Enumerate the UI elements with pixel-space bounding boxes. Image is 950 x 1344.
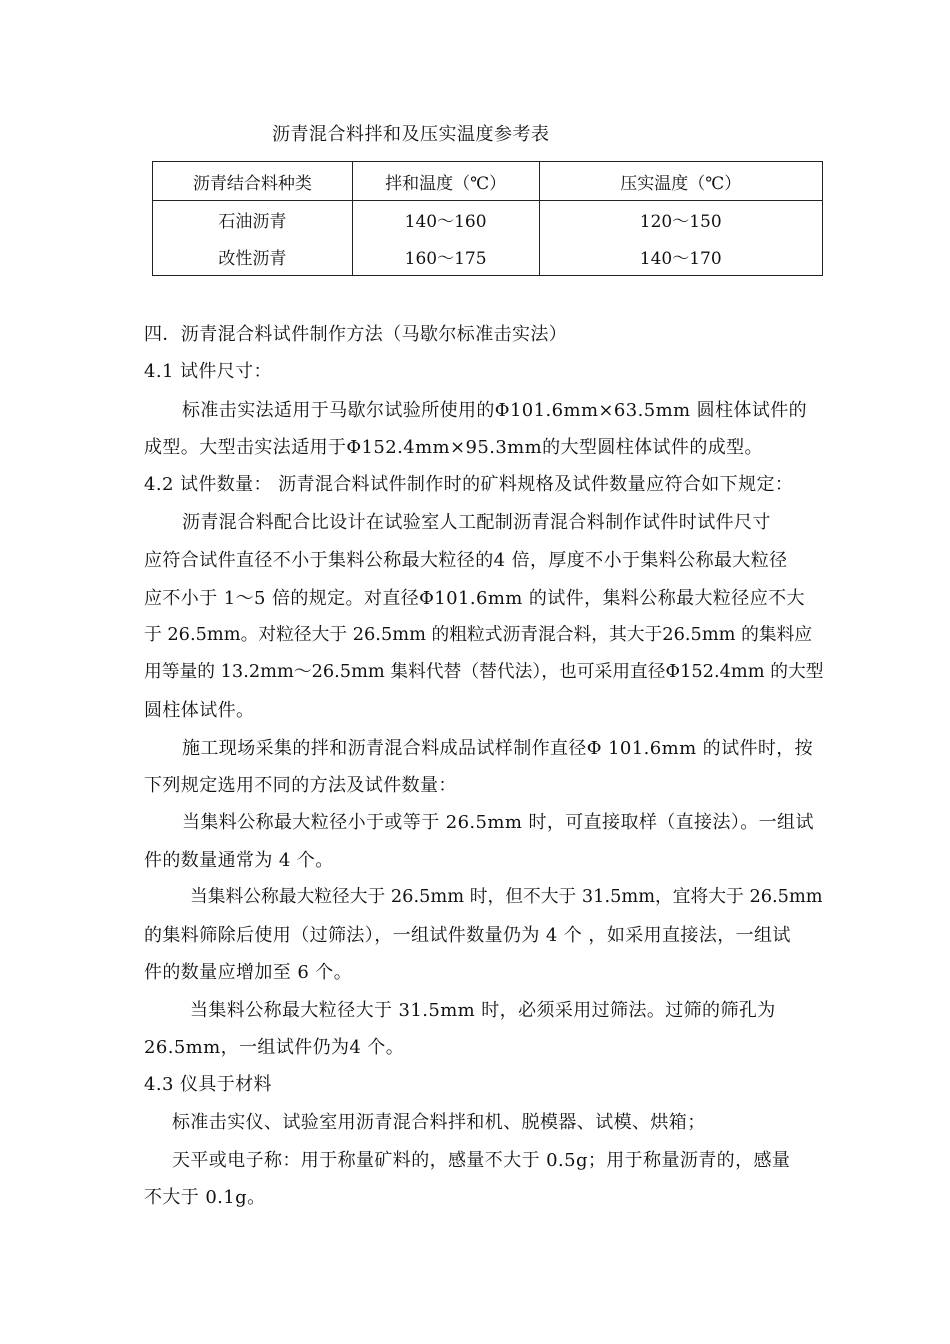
text-line: 用等量的 13.2mm～26.5mm 集料代替（替代法），也可采用直径Φ152.4mm 的大型 — [144, 662, 824, 682]
text-line: 当集料公称最大粒径小于或等于 26.5mm 时，可直接取样（直接法）。一组试 — [182, 812, 814, 833]
text-line: 天平或电子称：用于称量矿料的，感量不大于 0.5g；用于称量沥青的，感量 — [172, 1150, 791, 1171]
table-cell: 石油沥青 — [153, 201, 353, 239]
subheading-4-2: 4.2 试件数量： 沥青混合料试件制作时的矿料规格及试件数量应符合如下规定： — [144, 474, 794, 495]
text-line: 施工现场采集的拌和沥青混合料成品试样制作直径Φ 101.6mm 的试件时，按 — [182, 738, 814, 759]
text-line: 不大于 0.1g。 — [144, 1187, 266, 1208]
header-compaction-temp: 压实温度（℃） — [539, 162, 822, 201]
text-line: 标准击实仪、试验室用沥青混合料拌和机、脱模器、试模、烘箱； — [172, 1112, 706, 1133]
table-row — [153, 238, 823, 276]
subheading-4-1: 4.1 试件尺寸： — [144, 361, 272, 382]
table-cell: 改性沥青 — [153, 238, 353, 276]
text-line: 当集料公称最大粒径大于 26.5mm 时，但不大于 31.5mm，宜将大于 26.5mm — [190, 887, 823, 907]
section-heading-4: 四．沥青混合料试件制作方法（马歇尔标准击实法） — [144, 324, 568, 345]
text-line: 件的数量应增加至 6 个。 — [144, 962, 353, 983]
text-line: 当集料公称最大粒径大于 31.5mm 时，必须采用过筛法。过筛的筛孔为 — [190, 1000, 776, 1021]
text-line: 的集料筛除后使用（过筛法），一组试件数量仍为 4 个 ，如采用直接法，一组试 — [144, 925, 791, 946]
table-cell: 140～160 — [352, 201, 539, 239]
text-line: 圆柱体试件。 — [144, 700, 255, 721]
text-line: 应符合试件直径不小于集料公称最大粒径的4 倍，厚度不小于集料公称最大粒径 — [144, 550, 788, 571]
text-line: 应不小于 1～5 倍的规定。对直径Φ101.6mm 的试件，集料公称最大粒径应不大 — [144, 588, 805, 609]
text-line: 下列规定选用不同的方法及试件数量： — [144, 775, 457, 796]
text-line: 标准击实法适用于马歇尔试验所使用的Φ101.6mm×63.5mm 圆柱体试件的 — [182, 400, 808, 421]
table-caption: 沥青混合料拌和及压实温度参考表 — [272, 124, 550, 145]
table-header-row — [153, 162, 823, 201]
text-line: 件的数量通常为 4 个。 — [144, 850, 334, 871]
header-binder-type: 沥青结合料种类 — [153, 162, 353, 201]
text-line: 26.5mm，一组试件仍为4 个。 — [144, 1037, 405, 1058]
table-row — [153, 201, 823, 239]
text-line: 成型。大型击实法适用于Φ152.4mm×95.3mm的大型圆柱体试件的成型。 — [144, 437, 763, 458]
text-line: 沥青混合料配合比设计在试验室人工配制沥青混合料制作试件时试件尺寸 — [182, 512, 771, 533]
header-mixing-temp: 拌和温度（℃） — [352, 162, 539, 201]
table-cell: 160～175 — [352, 238, 539, 276]
temperature-reference-table — [152, 161, 823, 276]
table-cell: 120～150 — [539, 201, 822, 239]
table-cell: 140～170 — [539, 238, 822, 276]
subheading-4-3: 4.3 仪具于材料 — [144, 1074, 272, 1095]
text-line: 于 26.5mm。对粒径大于 26.5mm 的粗粒式沥青混合料，其大于26.5mm 的集料应 — [144, 625, 813, 645]
